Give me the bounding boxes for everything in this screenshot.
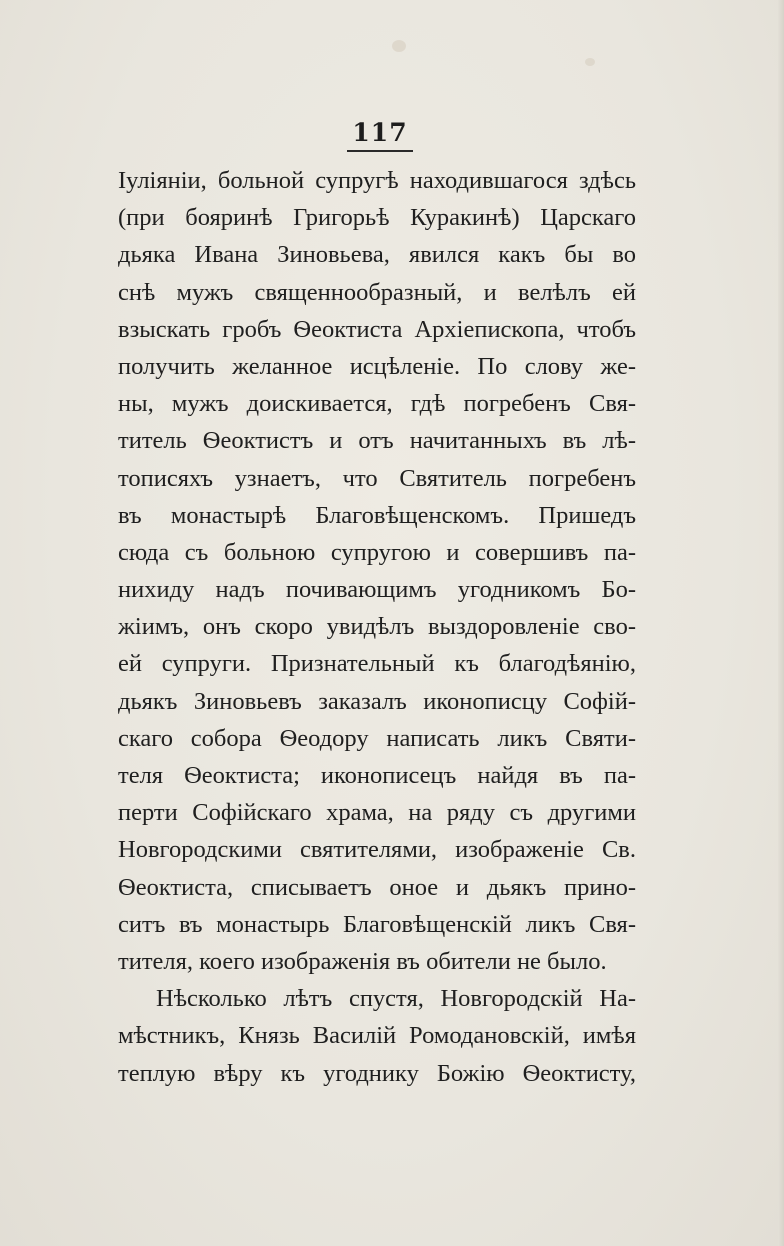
text-line: скаго собора Ѳеодору написать ликъ Святи-: [118, 724, 636, 752]
paper-stain: [585, 58, 595, 66]
text-line: теплую вѣру къ угоднику Божію Ѳеоктисту,: [118, 1059, 636, 1087]
text-line: Ѳеоктиста, списываетъ оное и дьякъ прино-: [118, 873, 636, 901]
text-line: (при бояринѣ Григорьѣ Куракинѣ) Царскаго: [118, 204, 636, 232]
text-line: снѣ мужъ священнообразный, и велѣлъ ей: [118, 278, 636, 306]
text-line-paragraph-start: Нѣсколько лѣтъ спустя, Новгородскій На-: [156, 985, 636, 1013]
page-edge-shadow: [778, 0, 784, 1246]
text-line: мѣстникъ, Князь Василій Ромодановскій, имѣя: [118, 1022, 636, 1050]
text-line: титель Ѳеоктистъ и отъ начитанныхъ въ лѣ-: [118, 427, 636, 455]
text-line: перти Софійскаго храма, на ряду съ другими: [118, 799, 636, 827]
page-number-rule: [347, 150, 413, 152]
text-line: сюда съ больною супругою и совершивъ па-: [118, 538, 636, 566]
text-line: жіимъ, онъ скоро увидѣлъ выздоровленіе сво-: [118, 613, 636, 641]
text-line: ны, мужъ доискивается, гдѣ погребенъ Свя-: [118, 390, 636, 418]
text-line: ситъ въ монастырь Благовѣщенскій ликъ Свя-: [118, 910, 636, 938]
text-line: дьяка Ивана Зиновьева, явился какъ бы во: [118, 241, 636, 269]
text-line: въ монастырѣ Благовѣщенскомъ. Пришедъ: [118, 501, 636, 529]
text-line: дьякъ Зиновьевъ заказалъ иконописцу Софій-: [118, 687, 636, 715]
body-text: [118, 162, 636, 1092]
text-line-paragraph-end: тителя, коего изображенія въ обители не было.: [118, 947, 607, 975]
text-line: теля Ѳеоктиста; иконописецъ найдя въ па-: [118, 762, 636, 789]
text-line: нихиду надъ почивающимъ угодникомъ Бо-: [118, 576, 636, 604]
text-line: тописяхъ узнаетъ, что Святитель погребенъ: [118, 464, 636, 492]
text-line: ей супруги. Признательный къ благодѣянію,: [118, 650, 636, 678]
text-line: взыскать гробъ Ѳеоктиста Архіепископа, чтобъ: [118, 315, 636, 343]
text-line: Іуліяніи, больной супругѣ находившагося здѣсь: [118, 167, 636, 194]
paper-stain: [392, 40, 406, 52]
page-number: 117: [352, 118, 408, 147]
text-line: Новгородскими святителями, изображеніе Св.: [118, 836, 636, 864]
text-line: получить желанное исцѣленіе. По слову же-: [118, 352, 636, 380]
